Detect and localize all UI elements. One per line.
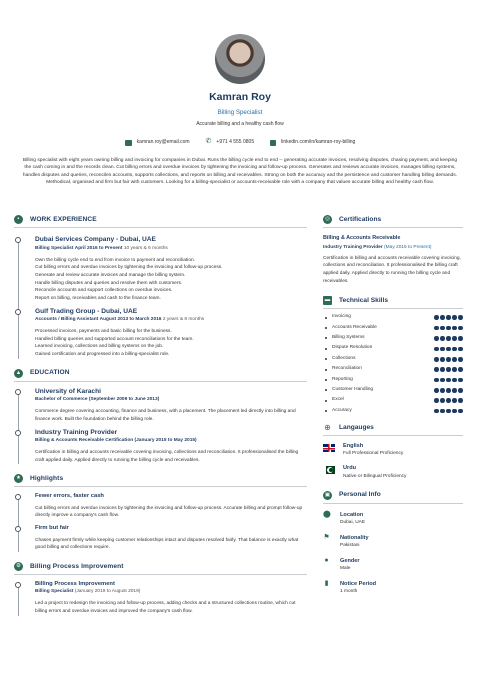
summary-paragraph: Billing specialist with eight years owning billing and invoicing for companies in Dubai. Runs the billing cycle end to end -- generating accurate invoices, resolving disputes, chasing payment, and keeping the cash coming in and the records clean. Cut billing errors and overdue invoices by tightening the invoicing and follow-up process. Generates and reviews accurate invoices, manages billing systems, handles disputes and queries, reconciles accounts, supports collections, and reports on billing and receivables. Strong on both the accuracy and the persistence and customer handling billing demands. Methodical, organised and firm but fair with customers. Looking for a billing-specialist or accounts-receivable role with a company that values accurate billing and healthy cash flow. [22, 157, 458, 186]
job-bullet: Processed invoices, payments and basic billing for the business. [35, 329, 172, 335]
linkedin-text[interactable]: linkedin.com/in/kamran-roy-billing [281, 138, 356, 145]
job-bullet: Reconcile accounts and support collections on overdue invoices. [35, 288, 173, 294]
info-label: Location [340, 511, 364, 518]
candidate-name: Kamran Roy [209, 91, 271, 103]
rating-dot [434, 398, 439, 403]
process-improvement-heading [14, 561, 307, 575]
project-entry [35, 580, 307, 616]
language-level: Full Professional Proficiency [343, 451, 404, 457]
technical-skills-heading [323, 295, 463, 309]
section-title: Langauges [339, 424, 374, 432]
bullet-dot [325, 400, 327, 402]
skill-row [323, 364, 463, 374]
job-company: Gulf Trading Group - Dubai, UAE [35, 307, 138, 315]
certificate-icon: ◎ [323, 215, 332, 224]
rating-dot [434, 388, 439, 393]
graduation-cap-icon: ▲ [15, 369, 22, 376]
work-experience-heading [14, 214, 307, 228]
resume-header [0, 0, 480, 187]
bullet-dot [325, 317, 327, 319]
personal-info-item [323, 534, 463, 550]
info-value: Pakistani [340, 542, 360, 548]
certification-name: Billing & Accounts Receivable [323, 235, 401, 241]
language-name: English [343, 443, 364, 450]
email-text[interactable]: kamran.roy@email.com [136, 138, 190, 145]
skill-name: Accounts Receivable [332, 324, 377, 330]
rating-dot [458, 336, 463, 341]
skill-row [323, 385, 463, 395]
skill-name: Invoicing [332, 314, 351, 320]
job-meta [35, 246, 307, 253]
linkedin-icon [270, 140, 276, 146]
phone-text[interactable]: +971 4 555 0805 [216, 138, 255, 145]
rating-dot [434, 326, 439, 331]
skill-name: Collections [332, 355, 356, 361]
timeline-dot [15, 430, 21, 436]
job-dates: April 2016 to Present [74, 245, 123, 251]
star-icon: ★ [14, 474, 23, 483]
rating-dot [434, 367, 439, 372]
timeline-dot [15, 582, 21, 588]
job-bullet: Learned invoicing, collections and billing systems on the job. [35, 344, 164, 350]
education-meta [35, 438, 307, 445]
highlight-body: Cut billing errors and overdue invoices by tightening the invoicing and follow-up process. Accurate billing and prompt follow-up directly improve a company's cash flow. [35, 505, 303, 519]
job-bullet: Generate and review accurate invoices and manage the billing system. [35, 272, 186, 278]
rating-dot [440, 326, 445, 331]
highlights-heading [14, 473, 307, 487]
info-value: Dubai, UAE [340, 519, 366, 525]
contact-bar [0, 137, 480, 147]
project-meta [35, 589, 307, 596]
rating-dot [440, 409, 445, 414]
skill-name: Billing Systems [332, 334, 365, 340]
education-degree: Billing & Accounts Receivable Certification [35, 438, 134, 444]
job-role: Billing Specialist [35, 245, 74, 251]
rating-dot [446, 398, 451, 403]
rating-dot [434, 336, 439, 341]
left-column [14, 214, 307, 616]
rating-dot [452, 367, 457, 372]
skill-rating [434, 347, 463, 352]
phone-icon: ✆ [205, 138, 212, 146]
job-bullet: Cut billing errors and overdue invoices by tightening the invoicing and follow-up process. [35, 265, 223, 271]
certification-body: Certification in billing and accounts receivable covering invoicing, collections and reconciliation. It professionalised the billing craft applied daily. Applied directly to running the billing cycle and receivables. [323, 255, 461, 284]
education-school: Industry Training Provider [35, 428, 118, 436]
skill-row [323, 323, 463, 333]
skill-row [323, 375, 463, 385]
job-bullet: Own the billing cycle end to end from invoice to payment and reconciliation. [35, 257, 195, 263]
rating-dot [440, 336, 445, 341]
candidate-role: Billing Specialist [217, 109, 263, 117]
info-value: 1 month [340, 588, 358, 594]
map-pin-icon: ⬤ [323, 510, 331, 518]
skill-name: Accuracy [332, 407, 352, 413]
rating-dot [458, 315, 463, 320]
skill-row [323, 406, 463, 416]
education-body: Certification in billing and accounts receivable covering invoicing, collections and reconciliation. It professionalised the billing craft applied daily. Applied directly to running the billing cycle and receivables. [35, 450, 299, 463]
timeline-dot [15, 237, 21, 243]
rating-dot [452, 315, 457, 320]
rating-dot [446, 367, 451, 372]
personal-info-item [323, 511, 463, 527]
tagline: Accurate billing and a healthy cash flow [196, 121, 284, 128]
language-item [323, 464, 463, 480]
rating-dot [440, 367, 445, 372]
phone-contact[interactable] [206, 137, 255, 147]
job-meta [35, 317, 307, 324]
bullet-dot [325, 369, 327, 371]
process-timeline [14, 580, 307, 616]
rating-dot [458, 398, 463, 403]
skill-name: Reporting [332, 376, 353, 382]
rating-dot [458, 367, 463, 372]
rating-dot [440, 315, 445, 320]
skill-row [323, 396, 463, 406]
rating-dot [446, 347, 451, 352]
skill-rating [434, 326, 463, 331]
globe-icon: ⊕ [324, 423, 331, 433]
education-entry [35, 428, 307, 465]
rating-dot [458, 326, 463, 331]
bullet-dot [325, 358, 327, 360]
timeline-dot [15, 526, 21, 532]
rating-dot [440, 388, 445, 393]
rating-dot [458, 357, 463, 362]
skill-rating [434, 378, 463, 383]
experience-timeline [14, 235, 307, 359]
certification-dates: (May 2015 to Present) [384, 244, 432, 250]
email-icon [125, 140, 132, 146]
highlight-body: Chases payment firmly while keeping customer relationships intact and disputes resolved fairly. That balance is exactly what good billing and collections require. [35, 537, 299, 551]
rating-dot [440, 357, 445, 362]
rating-dot [458, 409, 463, 414]
rating-dot [440, 378, 445, 383]
bullet-dot [325, 389, 327, 391]
rating-dot [446, 336, 451, 341]
briefcase-icon: ▪ [14, 215, 23, 224]
bullet-dot [325, 348, 327, 350]
education-body: Commerce degree covering accounting, finance and business, with a placement. The placement led directly into billing and finance work. Built the foundation behind the billing role. [35, 409, 296, 422]
section-title: Highlights [30, 475, 64, 483]
education-timeline [14, 387, 307, 465]
project-role: Billing Specialist [35, 589, 74, 595]
section-title: Certifications [339, 215, 382, 223]
job-company: Dubai Services Company - Dubai, UAE [35, 236, 156, 243]
certifications-heading [323, 214, 463, 228]
skill-row [323, 344, 463, 354]
skills-list [323, 312, 463, 416]
skill-row [323, 312, 463, 322]
id-card-icon: ▣ [324, 491, 331, 498]
highlight-title: Firm but fair [35, 525, 69, 532]
skill-name: Reconciliation [332, 366, 362, 372]
rating-dot [440, 398, 445, 403]
rating-dot [452, 357, 457, 362]
certification-meta [323, 245, 463, 252]
job-duration: 10 years & 6 months [123, 245, 168, 251]
rating-dot [452, 378, 457, 383]
language-name: Urdu [343, 465, 357, 472]
rating-dot [434, 378, 439, 383]
rating-dot [446, 326, 451, 331]
skill-row [323, 354, 463, 364]
info-label: Gender [340, 557, 360, 564]
job-duration: 2 years & 8 months [162, 317, 205, 323]
toolbox-icon: ▬ [324, 297, 331, 304]
rating-dot [434, 357, 439, 362]
rating-dot [434, 315, 439, 320]
rating-dot [452, 409, 457, 414]
rating-dot [452, 398, 457, 403]
info-label: Notice Period [340, 580, 377, 587]
bullet-dot [325, 410, 327, 412]
certification-issuer: Industry Training Provider [323, 244, 383, 250]
skill-row [323, 333, 463, 343]
flag-icon: ⚑ [323, 533, 330, 541]
section-title: WORK EXPERIENCE [30, 215, 97, 223]
section-title: EDUCATION [30, 369, 70, 377]
info-value: Male [340, 565, 351, 571]
rating-dot [458, 378, 463, 383]
section-title: Personal Info [339, 491, 381, 499]
job-role: Accounts / Billing Assistant [35, 317, 99, 323]
skill-rating [434, 388, 463, 393]
language-level: Native or Bilingual Proficiency [343, 473, 407, 479]
highlight-title: Fewer errors, faster cash [35, 493, 104, 500]
bullet-dot [325, 379, 327, 381]
section-title: Billing Process Improvement [30, 562, 124, 570]
education-school: University of Karachi [35, 387, 101, 395]
linkedin-contact[interactable] [270, 139, 355, 146]
education-dates: (September 2009 to June 2013) [88, 397, 160, 403]
job-bullets [35, 328, 307, 359]
project-body: Led a project to redesign the invoicing and follow-up process, adding checks and a structured collections routine, which cut billing errors and overdue invoices and improved the company's cash flow. [35, 601, 296, 614]
bookmark-icon: ▮ [324, 579, 329, 587]
bullet-dot [325, 337, 327, 339]
skill-rating [434, 409, 463, 414]
skill-rating [434, 336, 463, 341]
timeline-dot [15, 494, 21, 500]
rating-dot [452, 347, 457, 352]
job-entry [35, 307, 307, 359]
timeline-dot [15, 309, 21, 315]
job-bullets [35, 257, 307, 303]
rating-dot [440, 347, 445, 352]
education-meta [35, 397, 307, 404]
rating-dot [446, 409, 451, 414]
skill-name: Dispute Resolution [332, 345, 373, 351]
rating-dot [458, 388, 463, 393]
timeline-dot [15, 389, 21, 395]
pakistan-flag-icon [323, 466, 335, 474]
uk-flag-icon [323, 444, 335, 452]
profile-photo [215, 34, 265, 84]
info-label: Nationality [340, 534, 369, 541]
education-entry [35, 387, 307, 424]
section-title: Technical Skills [339, 297, 388, 305]
right-column [323, 214, 463, 616]
rating-dot [452, 388, 457, 393]
rating-dot [434, 409, 439, 414]
education-degree: Bachelor of Commerce [35, 397, 88, 403]
skill-rating [434, 357, 463, 362]
languages-heading [323, 422, 463, 436]
project-title: Billing Process Improvement [35, 580, 115, 587]
personal-info-item [323, 557, 463, 573]
gear-icon: ⚙ [14, 562, 23, 571]
rating-dot [452, 326, 457, 331]
skill-name: Excel [332, 397, 344, 403]
highlight-entry [35, 492, 307, 520]
bullet-dot [325, 327, 327, 329]
skill-rating [434, 367, 463, 372]
education-heading [14, 368, 307, 382]
job-bullet: Report on billing, receivables and cash to the finance team. [35, 295, 161, 301]
rating-dot [434, 347, 439, 352]
job-bullet: Handle billing disputes and queries and resolve them with customers. [35, 280, 183, 286]
skill-rating [434, 315, 463, 320]
rating-dot [452, 336, 457, 341]
person-icon: ● [324, 556, 329, 564]
personal-info-item [323, 580, 463, 596]
rating-dot [446, 378, 451, 383]
highlights-timeline [14, 492, 307, 551]
education-dates: (January 2015 to May 2015) [134, 438, 197, 444]
skill-name: Customer Handling [332, 386, 374, 392]
rating-dot [446, 315, 451, 320]
rating-dot [446, 388, 451, 393]
job-dates: August 2013 to March 2016 [99, 317, 162, 323]
resume-columns [14, 214, 466, 616]
personal-info-heading [323, 490, 463, 504]
highlight-entry [35, 524, 307, 552]
rating-dot [446, 357, 451, 362]
skill-rating [434, 398, 463, 403]
job-entry [35, 235, 307, 303]
project-dates: (January 2019 to August 2019) [74, 589, 141, 595]
language-item [323, 442, 463, 458]
email-contact[interactable] [125, 139, 190, 146]
job-bullet: Handled billing queries and supported account reconciliations for the team. [35, 336, 194, 342]
job-bullet: Gained certification and progressed into a billing-specialist role. [35, 352, 170, 358]
rating-dot [458, 347, 463, 352]
